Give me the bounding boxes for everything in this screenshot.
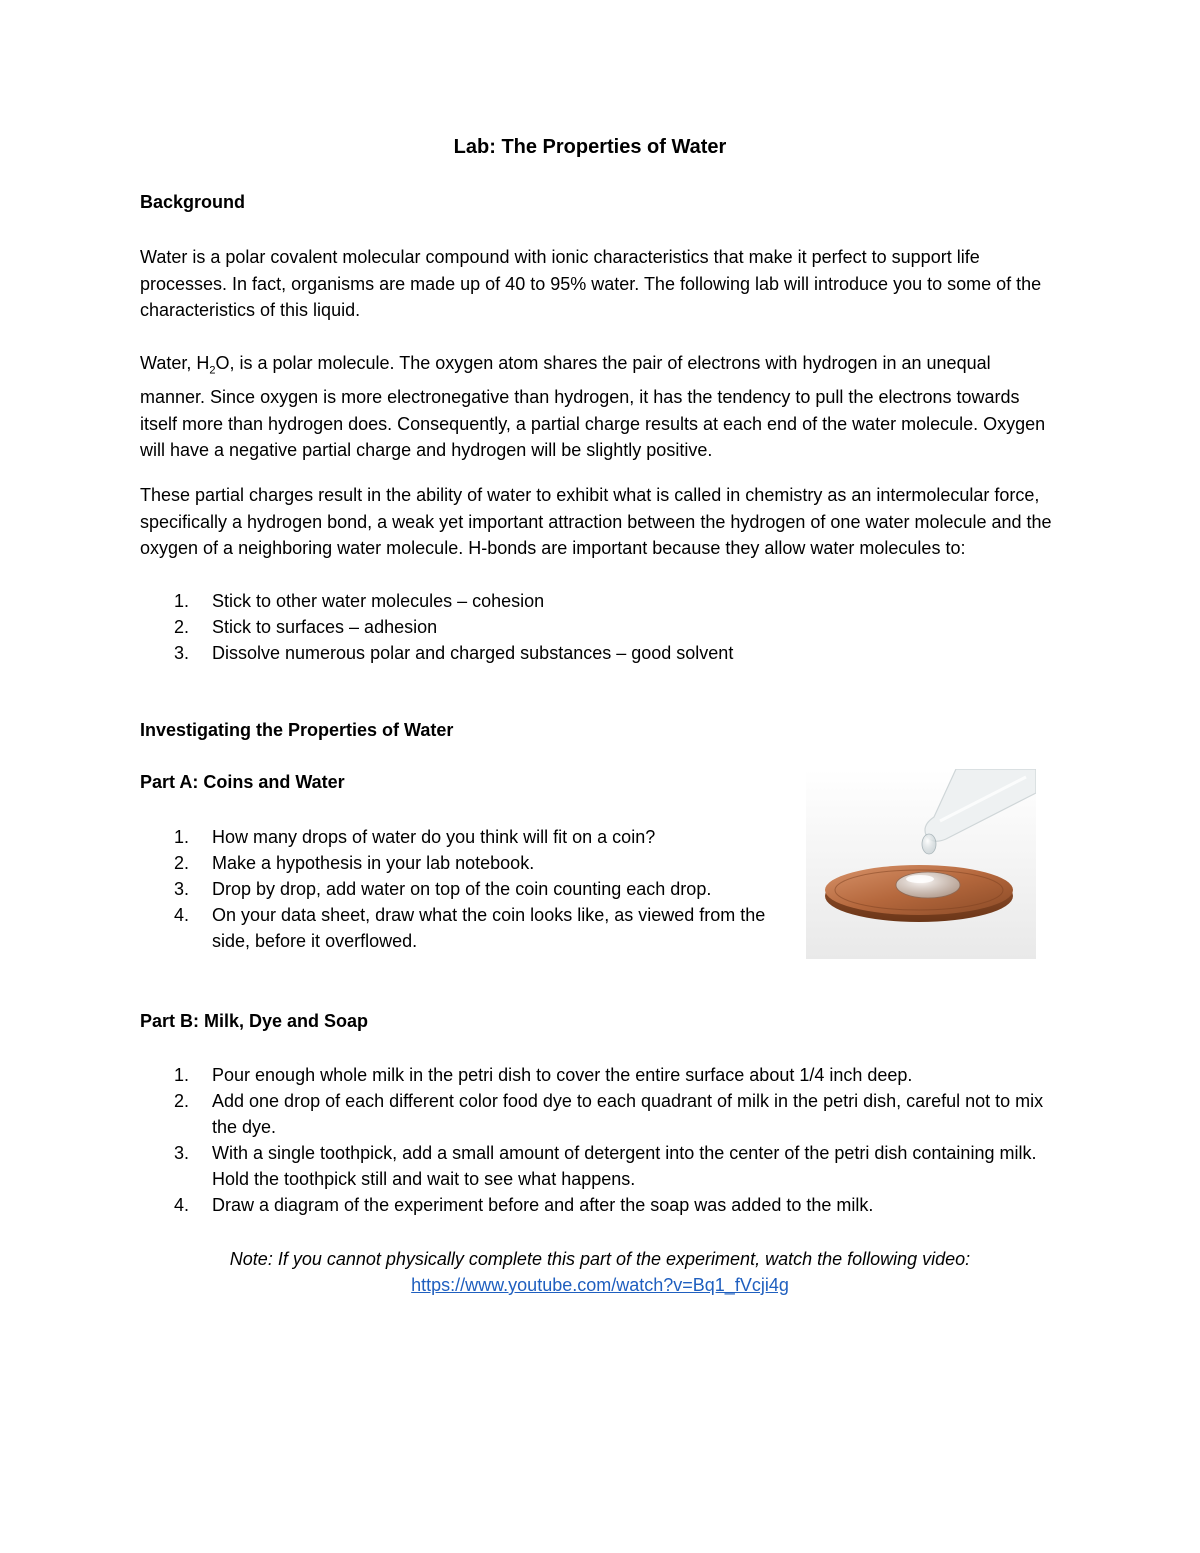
- list-item: [140, 1088, 1060, 1140]
- list-number: 1.: [174, 591, 190, 611]
- list-item: [140, 876, 780, 902]
- list-item: [140, 1062, 1060, 1088]
- part-a-steps: [140, 824, 780, 954]
- background-heading: Background: [140, 192, 246, 212]
- list-text: Stick to surfaces – adhesion: [212, 617, 438, 637]
- list-number: 2.: [174, 617, 190, 637]
- list-item: [140, 614, 1060, 640]
- list-text: Dissolve numerous polar and charged substances – good solvent: [212, 643, 734, 663]
- investigating-heading: Investigating the Properties of Water: [140, 720, 454, 740]
- list-number: 1.: [174, 827, 190, 847]
- para2-rest: O, is a polar molecule. The oxygen atom shares the pair of electrons with hydrogen in an unequal manner. Since oxygen is more electronegative than hydrogen, it has the tendency to pull the electrons towards itself more than hydrogen does. Consequently, a partial charge results at each end of the water molecule. Oxygen will have a negative partial charge and hydrogen will be slightly positive.: [140, 353, 1046, 461]
- list-number: 3.: [174, 643, 190, 663]
- list-number: 3.: [174, 879, 190, 899]
- list-number: 4.: [174, 1195, 190, 1215]
- list-number: 4.: [174, 905, 190, 925]
- list-text: Add one drop of each different color food dye to each quadrant of milk in the petri dish, careful not to mix the dye.: [212, 1091, 1044, 1137]
- background-paragraph-2: [140, 350, 1060, 464]
- list-item: [140, 588, 1060, 614]
- para2-start: Water, H: [140, 353, 210, 373]
- list-text: On your data sheet, draw what the coin looks like, as viewed from the side, before it overflowed.: [212, 905, 766, 951]
- list-item: [140, 902, 780, 954]
- list-text: Draw a diagram of the experiment before and after the soap was added to the milk.: [212, 1195, 874, 1215]
- background-paragraph-1: Water is a polar covalent molecular compound with ionic characteristics that make it perfect to support life processes. In fact, organisms are made up of 40 to 95% water. The following lab will introduce you to some of the characteristics of this liquid.: [140, 247, 1042, 320]
- document-title: Lab: The Properties of Water: [453, 136, 727, 158]
- list-text: With a single toothpick, add a small amount of detergent into the center of the petri dish containing milk. Hold the toothpick still and wait to see what happens.: [212, 1143, 1037, 1189]
- coin-dropper-illustration: [806, 769, 1036, 959]
- background-paragraph-3: These partial charges result in the ability of water to exhibit what is called in chemistry as an intermolecular force, specifically a hydrogen bond, a weak yet important attraction between the hydrogen of one water molecule and the oxygen of a neighboring water molecule. H-bonds are important because they allow water molecules to:: [140, 485, 1052, 558]
- list-text: Make a hypothesis in your lab notebook.: [212, 853, 535, 873]
- para2-subscript: 2: [209, 364, 216, 377]
- part-b-steps: [140, 1062, 1060, 1218]
- list-item: [140, 824, 780, 850]
- list-number: 3.: [174, 1143, 190, 1163]
- note: [0, 1246, 1200, 1298]
- hbond-list: [140, 588, 1060, 666]
- list-number: 1.: [174, 1065, 190, 1085]
- water-bead-icon: [896, 872, 960, 898]
- list-item: [140, 640, 1060, 666]
- coin-water-drop-photo: [806, 769, 1036, 959]
- note-text: Note: If you cannot physically complete this part of the experiment, watch the following video:: [229, 1249, 971, 1269]
- list-number: 2.: [174, 853, 190, 873]
- falling-drop: [922, 834, 936, 854]
- video-link[interactable]: https://www.youtube.com/watch?v=Bq1_fVcji4g: [411, 1275, 789, 1295]
- list-text: Drop by drop, add water on top of the coin counting each drop.: [212, 879, 712, 899]
- list-item: [140, 1140, 1060, 1192]
- list-item: [140, 1192, 1060, 1218]
- list-text: How many drops of water do you think will fit on a coin?: [212, 827, 656, 847]
- part-a-heading: Part A: Coins and Water: [140, 772, 345, 792]
- list-text: Stick to other water molecules – cohesion: [212, 591, 545, 611]
- part-b-heading: Part B: Milk, Dye and Soap: [140, 1011, 369, 1031]
- list-item: [140, 850, 780, 876]
- list-number: 2.: [174, 1091, 190, 1111]
- list-text: Pour enough whole milk in the petri dish to cover the entire surface about 1/4 inch deep.: [212, 1065, 913, 1085]
